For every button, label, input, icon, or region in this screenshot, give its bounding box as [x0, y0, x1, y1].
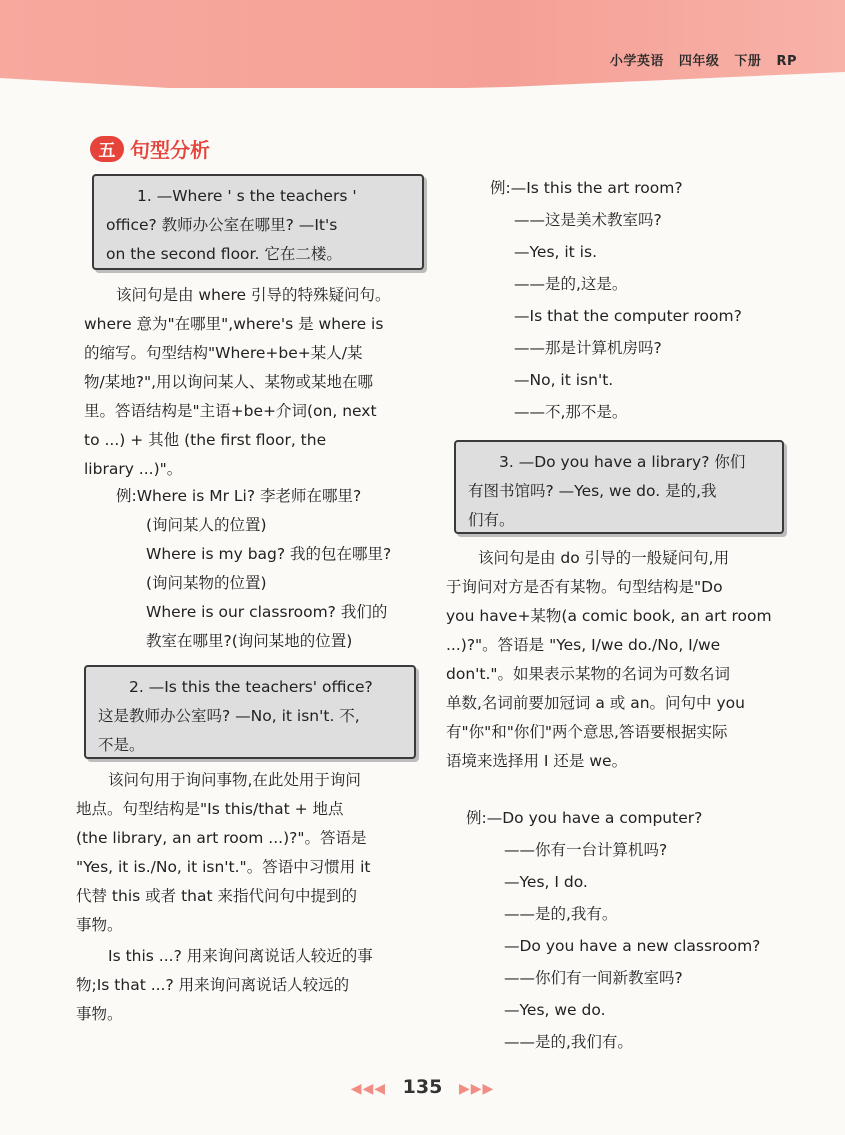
box1-line: on the second floor. 它在二楼。 — [106, 245, 342, 263]
section-number-badge: 五 — [90, 136, 124, 162]
text-line: you have+某物(a comic book, an art room — [446, 607, 772, 625]
header-subject: 小学英语 — [609, 54, 664, 69]
example-line: Where is my bag? 我的包在哪里? — [146, 545, 392, 563]
explanation-2 — [76, 766, 418, 940]
text-line: don't."。如果表示某物的名词为可数名词 — [446, 665, 731, 683]
example-line: 例:Where is Mr Li? 李老师在哪里? — [116, 487, 362, 505]
example-line: —Yes, it is. — [514, 243, 597, 261]
example-line: ——那是计算机房吗? — [514, 339, 662, 357]
example-line: —No, it isn't. — [514, 371, 614, 389]
example-line: (询问某物的位置) — [146, 574, 267, 592]
section-title: 句型分析 — [130, 138, 210, 162]
text-line: 事物。 — [76, 1005, 123, 1023]
example-line: ——不,那不是。 — [514, 403, 628, 421]
text-line: ...)?"。答语是 "Yes, I/we do./No, I/we — [446, 636, 721, 654]
text-line: 该问句用于询问事物,在此处用于询问 — [108, 771, 361, 789]
text-line: to ...) + 其他 (the first floor, the — [84, 431, 327, 449]
left-arrows-icon: ◀◀◀ — [350, 1081, 387, 1097]
box3-line: 们有。 — [468, 511, 515, 529]
text-line: 物/某地?",用以询问某人、某物或某地在哪 — [84, 373, 374, 391]
explanation-1 — [84, 281, 426, 484]
example-line: ——你有一台计算机吗? — [504, 841, 668, 859]
example-line: ——是的,我们有。 — [504, 1033, 633, 1051]
example-line: ——这是美术教室吗? — [514, 211, 662, 229]
text-line: where 意为"在哪里",where's 是 where is — [84, 315, 384, 333]
right-arrows-icon: ▶▶▶ — [458, 1081, 495, 1097]
text-line: 的缩写。句型结构"Where+be+某人/某 — [84, 344, 363, 362]
text-line: 有"你"和"你们"两个意思,答语要根据实际 — [446, 723, 728, 741]
text-line: 代替 this 或者 that 来指代问句中提到的 — [76, 887, 357, 905]
box3-line: 3. —Do you have a library? 你们 — [499, 453, 746, 471]
text-line: 语境来选择用 I 还是 we。 — [446, 752, 628, 770]
text-line: library ...)"。 — [84, 460, 183, 478]
text-line: 于询问对方是否有某物。句型结构是"Do — [446, 578, 723, 596]
text-line: 里。答语结构是"主语+be+介词(on, next — [84, 402, 377, 420]
page-number: 135 — [402, 1076, 443, 1098]
examples-3 — [466, 802, 788, 1058]
examples-1 — [116, 482, 428, 656]
text-line: Is this ...? 用来询问离说话人较近的事 — [108, 947, 373, 965]
explanation-3 — [76, 942, 418, 1029]
example-line: 教室在哪里?(询问某地的位置) — [146, 632, 353, 650]
text-line: 物;Is that ...? 用来询问离说话人较远的 — [76, 976, 350, 994]
example-line: ——是的,我有。 — [504, 905, 618, 923]
text-line: 地点。句型结构是"Is this/that + 地点 — [76, 800, 344, 818]
example-line: —Do you have a new classroom? — [504, 937, 761, 955]
text-line: (the library, an art room ...)?"。答语是 — [76, 829, 367, 847]
explanation-4 — [446, 544, 788, 776]
text-line: 该问句是由 do 引导的一般疑问句,用 — [478, 549, 730, 567]
sentence-box-2 — [84, 665, 416, 759]
page-footer — [0, 1076, 845, 1098]
example-line: ——你们有一间新教室吗? — [504, 969, 683, 987]
example-line: —Is that the computer room? — [514, 307, 742, 325]
example-line: 例:—Is this the art room? — [490, 179, 683, 197]
example-line: 例:—Do you have a computer? — [466, 809, 703, 827]
examples-2 — [490, 172, 790, 428]
example-line: —Yes, I do. — [504, 873, 588, 891]
example-line: (询问某人的位置) — [146, 516, 267, 534]
box2-line: 这是教师办公室吗? —No, it isn't. 不, — [98, 707, 360, 725]
header-term: 下册 — [734, 54, 762, 69]
example-line: Where is our classroom? 我们的 — [146, 603, 388, 621]
sentence-box-3 — [454, 440, 784, 534]
header-edition: RP — [776, 54, 797, 69]
text-line: "Yes, it is./No, it isn't."。答语中习惯用 it — [76, 858, 371, 876]
box2-line: 不是。 — [98, 736, 145, 754]
header-grade: 四年级 — [678, 54, 720, 69]
box3-line: 有图书馆吗? —Yes, we do. 是的,我 — [468, 482, 717, 500]
box2-line: 2. —Is this the teachers' office? — [129, 678, 373, 696]
section-heading — [90, 134, 210, 163]
text-line: 该问句是由 where 引导的特殊疑问句。 — [116, 286, 391, 304]
example-line: —Yes, we do. — [504, 1001, 606, 1019]
box1-line: office? 教师办公室在哪里? —It's — [106, 216, 338, 234]
running-header — [600, 50, 797, 69]
text-line: 事物。 — [76, 916, 123, 934]
example-line: ——是的,这是。 — [514, 275, 628, 293]
box1-line: 1. —Where ' s the teachers ' — [137, 187, 357, 205]
header-band — [0, 0, 845, 88]
text-line: 单数,名词前要加冠词 a 或 an。问句中 you — [446, 694, 745, 712]
sentence-box-1 — [92, 174, 424, 270]
